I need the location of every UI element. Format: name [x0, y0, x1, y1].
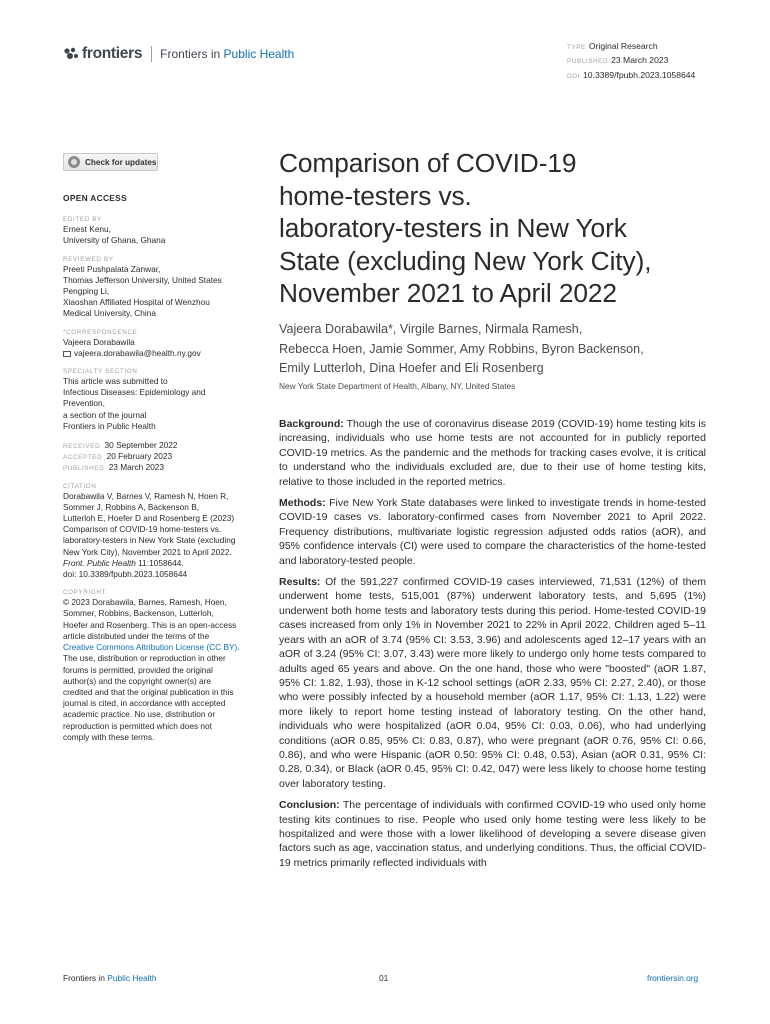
- copyright-line: Hoefer and Rosenberg. This is an open-access: [63, 619, 237, 630]
- copyright-line: forums is permitted, provided the original: [63, 664, 213, 675]
- article-type: TYPE Original Research: [567, 41, 658, 51]
- article-published: PUBLISHED 23 March 2023: [567, 55, 669, 66]
- editor-line: Ernest Kenu,: [63, 224, 111, 235]
- mail-icon: [63, 351, 71, 357]
- copyright-line: reproduction is permitted which does not: [63, 720, 212, 731]
- title-line: laboratory-testers in New York: [279, 213, 627, 244]
- reviewer-line: Thomas Jefferson University, United States: [63, 274, 222, 285]
- author-line: Rebecca Hoen, Jamie Sommer, Amy Robbins, Byron Backenson,: [279, 341, 644, 356]
- author-list: [279, 320, 719, 379]
- citation-section: CITATION Dorabawila V, Barnes V, Ramesh N, Hoen R, Sommer J, Robbins A, Backenson B, Lutterloh E, Hoefer D and Rosenberg E (2023) Comparison of COVID-19 home-testers vs. laboratory-testers in New York State (excluding New York City), November 2021 to April 2022. Front. Public Health 11:1058644. doi: 10.3389/fpubh.2023.1058644: [63, 482, 253, 581]
- citation-line: Lutterloh E, Hoefer D and Rosenberg E (2023): [63, 513, 235, 524]
- copyright-line: academic practice. No use, distribution or: [63, 709, 216, 720]
- author-line: Vajeera Dorabawila*, Virgile Barnes, Nirmala Ramesh,: [279, 322, 583, 336]
- abstract-results: Results: Of the 591,227 confirmed COVID-19 cases interviewed, 71,531 (12%) of them underwent home tests, 515,001 (87%) underwent laboratory tests, and 5,695 (1%) underwent both home tests and laboratory tests during this period. Home-tested COVID-19 cases increased from only 1% in November 2021 to 22% in April 2022. Children aged 5–11 years with an aOR of 3.74 (95% CI: 3.53, 3.96) and adolescents aged 12–17 years with an aOR of 3.24 (95% CI: 3.07, 3.43) were more likely to undergo only home tests compared to adults aged 65 years and above. On the one hand, those who were "boosted" (aOR 1.87, 95% CI: 1.82, 1.93), those in K-12 school settings (aOR 2.33, 95% CI: 2.27, 2.40), or those who were possibly infected by a household member (aOR 1.17, 95% CI: 1.13, 1.22) were more likely to report home testing instead of laboratory testing. On the other hand, individuals who were hospitalized (aOR 0.04, 95% CI: 0.03, 0.06), who had underlying conditions (aOR 0.85, 95% CI: 0.83, 0.87), who were pregnant (aOR 0.76, 95% CI: 0.66, 0.86), and who were Hispanic (aOR 0.50: 95% CI: 0.48, 0.53), Asian (aOR 0.31, 95% CI: 0.28, 0.34), or Black (aOR 0.45, 95% CI: 0.42, 047) were less likely to choose home testing over laboratory testing.: [279, 576, 706, 790]
- editor-line: University of Ghana, Ghana: [63, 235, 166, 246]
- affiliation: New York State Department of Health, Albany, NY, United States: [279, 381, 516, 391]
- copyright-line: The use, distribution or reproduction in other: [63, 653, 226, 664]
- journal-name: Frontiers in Public Health: [160, 47, 295, 61]
- copyright-line: article distributed under the terms of the: [63, 630, 210, 641]
- reviewed-by-section: REVIEWED BY Preeti Pushpalata Zanwar, Thomas Jefferson University, United States Pengping Li, Xiaoshan Affiliated Hospital of Wenzhou Medical University, China: [63, 255, 253, 320]
- citation-line: Comparison of COVID-19 home-testers vs.: [63, 524, 222, 535]
- journal-logo[interactable]: [63, 44, 294, 64]
- sidebar: [63, 193, 253, 751]
- specialty-section: SPECIALTY SECTION This article was submitted to Infectious Diseases: Epidemiology and Prevention, a section of the journal Frontiers in Public Health: [63, 367, 253, 432]
- article-meta: [567, 40, 695, 83]
- reviewer-line: Pengping Li,: [63, 286, 110, 297]
- copyright-line: comply with these terms.: [63, 731, 155, 742]
- author-line: Emily Lutterloh, Dina Hoefer and Eli Rosenberg: [279, 361, 544, 376]
- article-title: [279, 147, 699, 310]
- check-for-updates-label: Check for updates: [85, 157, 157, 167]
- copyright-line: journal is cited, in accordance with accepted: [63, 698, 226, 709]
- abstract-background: Background: Though the use of coronavirus disease 2019 (COVID-19) home testing kits is increasing, individuals who use home tests are not accounted for in publicly reported COVID-19 metrics. As the pandemic and the methods for tracking cases evolve, it is critical to understand who the individuals excluded are, due to their use of home testing kits, relative to those included in the reported metrics.: [279, 418, 706, 488]
- copyright-section: COPYRIGHT © 2023 Dorabawila, Barnes, Ramesh, Hoen, Sommer, Robbins, Backenson, Lutterloh, Hoefer and Rosenberg. This is an open-access article distributed under the terms of the Creative Commons Attribution License (CC BY). The use, distribution or reproduction in other forums is permitted, provided the original author(s) and the copyright owner(s) are credited and that the original publication in this journal is cited, in accordance with accepted academic practice. No use, distribution or reproduction is permitted which does not comply with these terms.: [63, 588, 253, 743]
- title-line: Comparison of COVID-19: [279, 148, 577, 178]
- edited-by-section: EDITED BY Ernest Kenu, University of Ghana, Ghana: [63, 215, 253, 246]
- specialty-line: Prevention,: [63, 398, 105, 409]
- copyright-line: author(s) and the copyright owner(s) are: [63, 675, 212, 686]
- license-link[interactable]: Creative Commons Attribution License (CC BY).: [63, 642, 240, 653]
- page-number: 01: [379, 973, 389, 983]
- citation-doi: doi: 10.3389/fpubh.2023.1058644: [63, 569, 188, 580]
- brand-name: frontiers: [82, 45, 143, 62]
- copyright-line: Sommer, Robbins, Backenson, Lutterloh,: [63, 608, 214, 619]
- specialty-line: Frontiers in Public Health: [63, 420, 156, 431]
- title-line: home-testers vs.: [279, 180, 472, 211]
- article-doi: DOI 10.3389/fpubh.2023.1058644: [567, 69, 696, 80]
- copyright-line: credited and that the original publication in this: [63, 686, 234, 697]
- citation-line: laboratory-testers in New York State (excluding: [63, 535, 236, 546]
- citation-line: Sommer J, Robbins A, Backenson B,: [63, 501, 200, 512]
- copyright-line: © 2023 Dorabawila, Barnes, Ramesh, Hoen,: [63, 597, 227, 608]
- title-line: State (excluding New York City),: [279, 245, 652, 276]
- citation-line: New York City), November 2021 to April 2022.: [63, 546, 232, 557]
- correspondence-email[interactable]: vajeera.dorabawila@health.ny.gov: [74, 347, 201, 358]
- correspondence-section: *CORRESPONDENCE Vajeera Dorabawila vajeera.dorabawila@health.ny.gov: [63, 328, 253, 359]
- reviewer-line: Preeti Pushpalata Zanwar,: [63, 263, 161, 274]
- specialty-line: a section of the journal: [63, 409, 147, 420]
- logo-divider: [151, 46, 152, 62]
- footer-site-link[interactable]: frontiersin.org: [647, 973, 699, 983]
- title-line: November 2021 to April 2022: [279, 278, 617, 309]
- correspondence-name: Vajeera Dorabawila: [63, 336, 135, 347]
- reviewer-line: Xiaoshan Affiliated Hospital of Wenzhou: [63, 297, 210, 308]
- footer-journal: Frontiers in Public Health: [63, 973, 157, 983]
- specialty-line: This article was submitted to: [63, 376, 168, 387]
- frontiers-logo-icon: [63, 46, 79, 62]
- abstract-conclusion: Conclusion: The percentage of individuals with confirmed COVID-19 who used only home testing kits continues to rise. People who used only home testing were less likely to be hospitalized and were those with a lower likelihood of developing a severe disease given factors such as age, vaccination status, and underlying conditions. Thus, the official COVID-19 metrics primarily reflected individuals with: [279, 799, 706, 869]
- dates-section: RECEIVED 30 September 2022 ACCEPTED 20 February 2023 PUBLISHED 23 March 2023: [63, 440, 178, 473]
- abstract-methods: Methods: Five New York State databases were linked to investigate trends in home-tested COVID-19 cases vs. laboratory-confirmed cases from November 2021 to April 2022. Frequency distributions, multivariate logistic regression adjusted odds ratios (aOR), and 95% confidence intervals (CI) were used to compare the characteristics of the home-tested and laboratory-tested people.: [279, 497, 706, 567]
- update-icon: [68, 156, 80, 168]
- abstract: [279, 417, 706, 877]
- open-access-label: OPEN ACCESS: [63, 193, 127, 203]
- reviewer-line: Medical University, China: [63, 308, 156, 319]
- specialty-line: Infectious Diseases: Epidemiology and: [63, 387, 206, 398]
- check-for-updates-button[interactable]: [63, 153, 158, 171]
- citation-line: Dorabawila V, Barnes V, Ramesh N, Hoen R,: [63, 490, 229, 501]
